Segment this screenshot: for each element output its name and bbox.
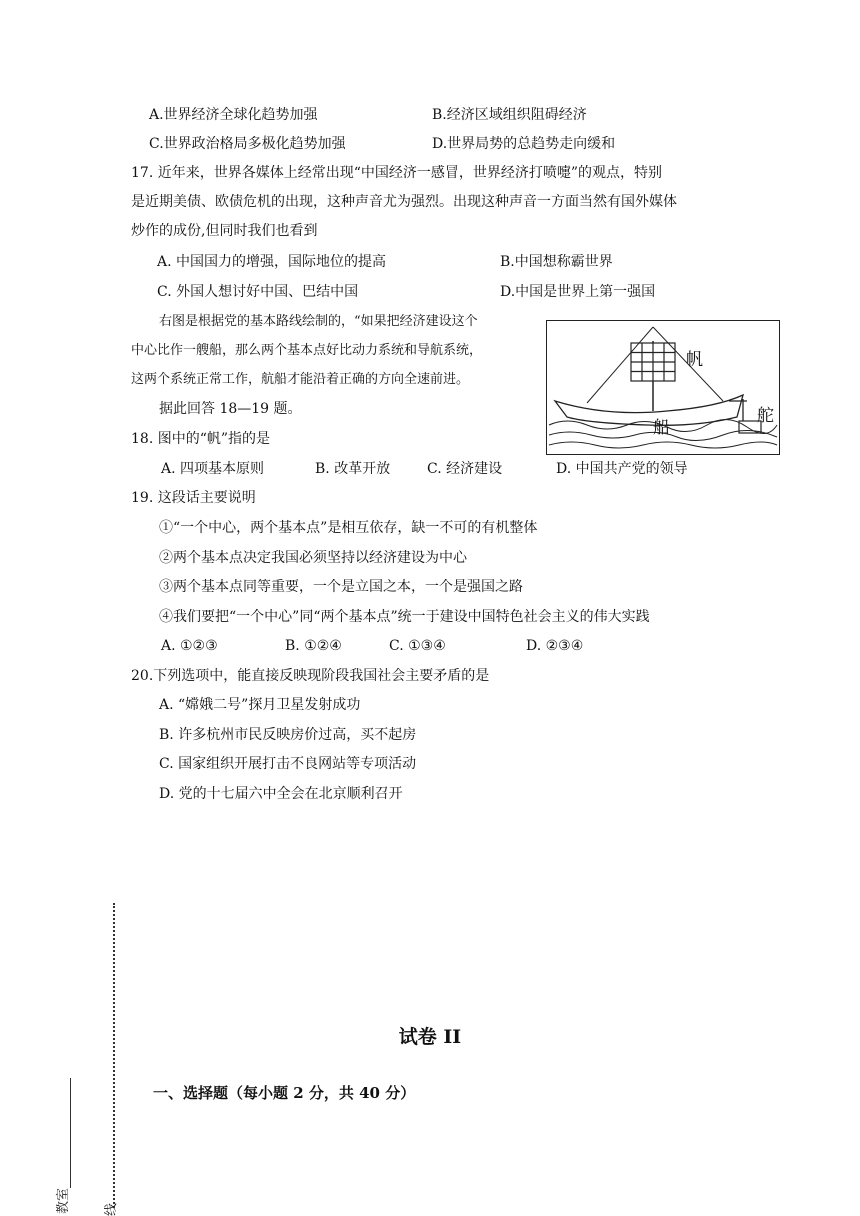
binding-dotted-line [113, 903, 115, 1208]
q19-stem: 19. 这段话主要说明 [131, 490, 256, 506]
q17-option-b: B.中国想称霸世界 [500, 254, 613, 270]
passage-line4: 据此回答 18—19 题。 [159, 401, 302, 417]
q18-option-b: B. 改革开放 [315, 461, 391, 477]
passage-line3: 这两个系统正常工作，航船才能沿着正确的方向全速前进。 [131, 372, 470, 387]
ship-diagram [546, 320, 780, 455]
margin-fill-line [70, 1078, 71, 1188]
q17-stem-line3: 炒作的成份,但同时我们也看到 [131, 223, 318, 239]
q17-stem-line1: 17. 近年来，世界各媒体上经常出现“中国经济一感冒，世界经济打喷嚏”的观点，特别 [131, 165, 663, 181]
q18-option-c: C. 经济建设 [427, 461, 503, 477]
q19-statement-4: ④我们要把“一个中心”同“两个基本点”统一于建设中国特色社会主义的伟大实践 [159, 609, 650, 625]
q18-option-d: D. 中国共产党的领导 [556, 461, 688, 477]
q19-option-c: C. ①③④ [389, 638, 446, 654]
q16-option-b: B.经济区域组织阻碍经济 [432, 107, 587, 123]
passage-line1: 右图是根据党的基本路线绘制的，“如果把经济建设这个 [159, 314, 478, 329]
q20-option-c: C. 国家组织开展打击不良网站等专项活动 [159, 756, 417, 772]
q16-option-c: C.世界政治格局多极化趋势加强 [149, 136, 346, 152]
margin-classroom-label: 教室 [56, 1187, 71, 1214]
paper-title: 试卷 II [398, 1026, 462, 1048]
margin-seal-line-label: 线 [104, 1202, 119, 1216]
q16-option-d: D.世界局势的总趋势走向缓和 [432, 136, 616, 152]
q20-option-b: B. 许多杭州市民反映房价过高，买不起房 [159, 727, 417, 743]
sail-icon [631, 343, 675, 381]
q20-option-d: D. 党的十七届六中全会在北京顺利召开 [159, 786, 403, 802]
passage-line2: 中心比作一艘船，那么两个基本点好比动力系统和导航系统， [131, 343, 483, 358]
q19-option-b: B. ①②④ [285, 638, 342, 654]
q17-option-c: C. 外国人想讨好中国、巴结中国 [157, 284, 359, 300]
q19-statement-3: ③两个基本点同等重要，一个是立国之本，一个是强国之路 [159, 579, 523, 595]
q19-statement-2: ②两个基本点决定我国必须坚持以经济建设为中心 [159, 550, 467, 566]
q19-statement-1: ①“一个中心，两个基本点”是相互依存，缺一不可的有机整体 [159, 520, 538, 536]
rudder-label: 舵 [757, 406, 774, 426]
q17-stem-line2: 是近期美债、欧债危机的出现，这种声音尤为强烈。出现这种声音一方面当然有国外媒体 [131, 194, 677, 210]
q20-option-a: A. “嫦娥二号”探月卫星发射成功 [159, 697, 361, 713]
q17-option-a: A. 中国国力的增强，国际地位的提高 [157, 254, 387, 270]
q18-option-a: A. 四项基本原则 [161, 461, 265, 477]
sail-label: 帆 [686, 350, 703, 370]
ship-label: 船 [653, 418, 670, 438]
q20-stem: 20.下列选项中，能直接反映现阶段我国社会主要矛盾的是 [131, 668, 490, 684]
q16-option-a: A.世界经济全球化趋势加强 [149, 107, 318, 123]
section-heading: 一、选择题（每小题 2 分，共 40 分） [153, 1084, 416, 1102]
q19-option-a: A. ①②③ [161, 638, 218, 654]
q19-option-d: D. ②③④ [526, 638, 584, 654]
q17-option-d: D.中国是世界上第一强国 [500, 284, 656, 300]
q18-stem: 18. 图中的“帆”指的是 [131, 431, 271, 447]
